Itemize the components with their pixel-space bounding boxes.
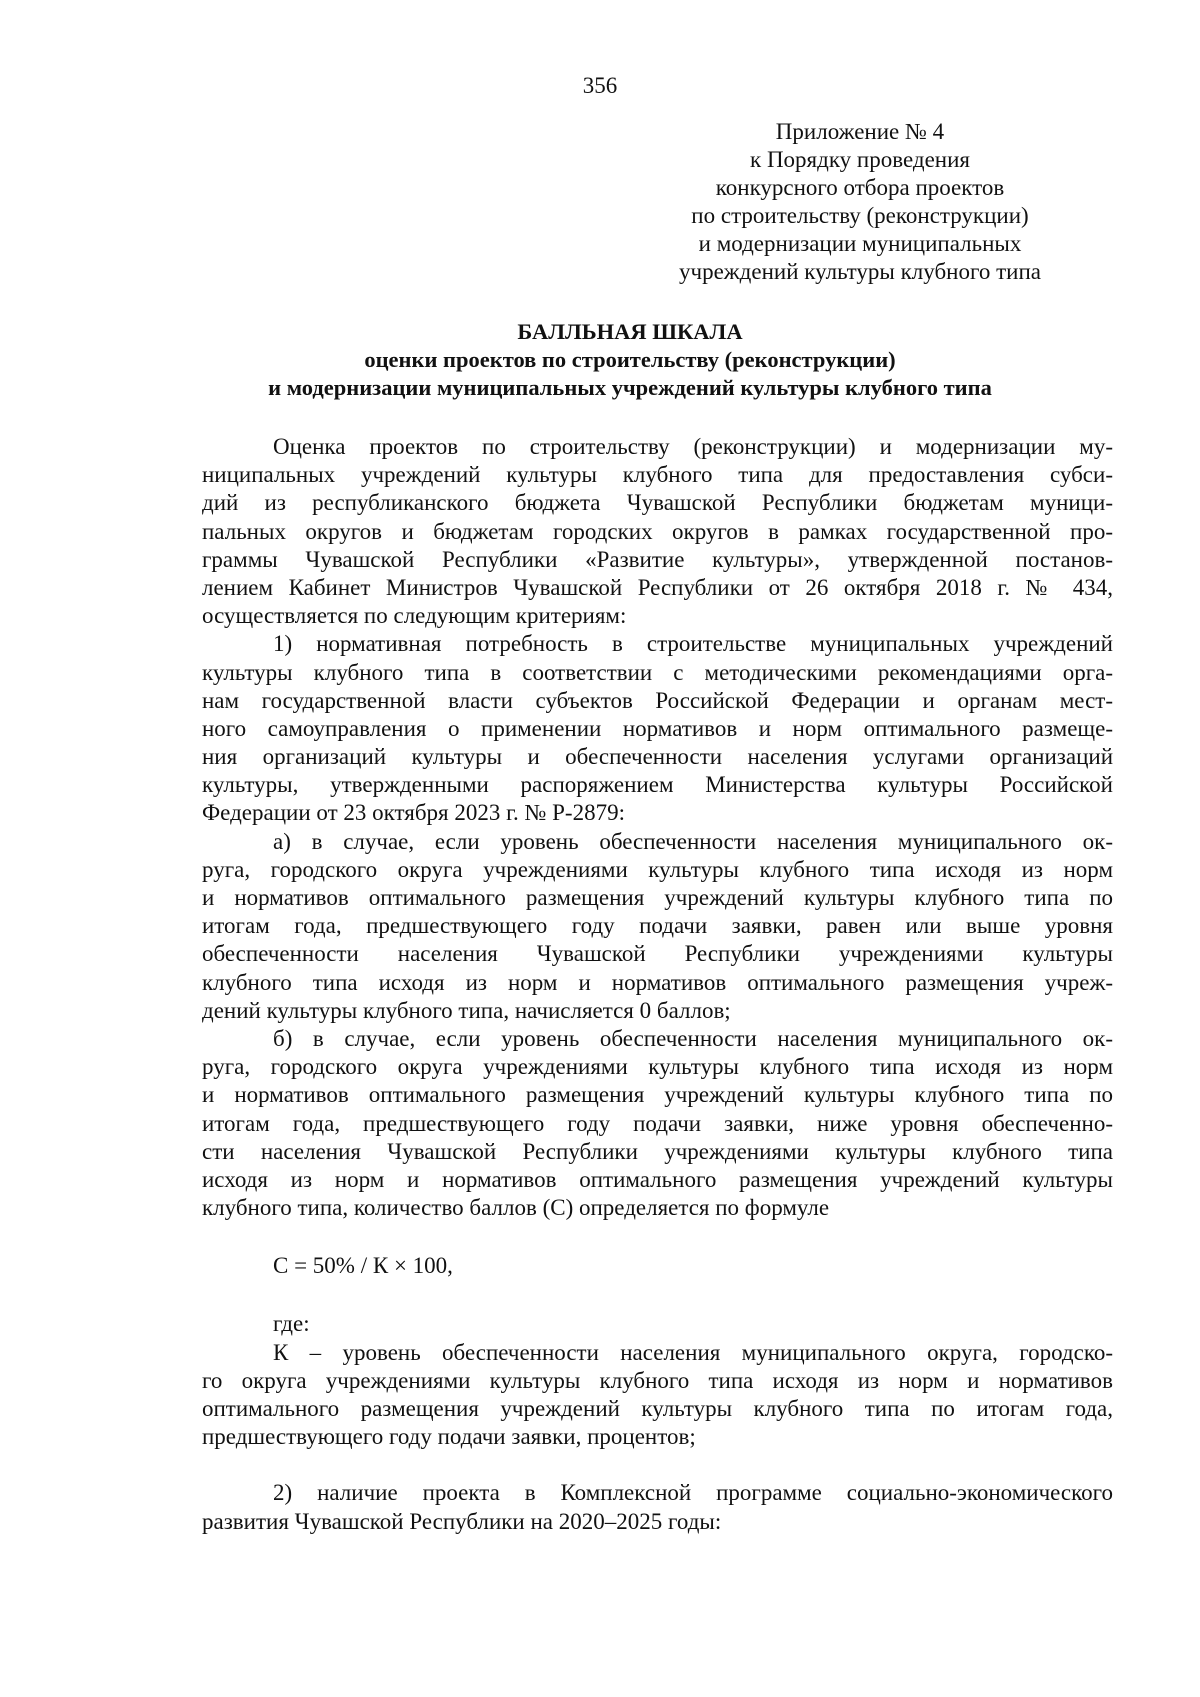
text-line: оптимального размещения учреждений культуры клубного типа по итогам года, [202, 1396, 1113, 1421]
item-b-paragraph [202, 1025, 1113, 1222]
page-number: 356 [582, 73, 618, 98]
text-line: исходя из норм и нормативов оптимального размещения учреждений культуры [202, 1166, 1113, 1192]
text-line: ниципальных учреждений культуры клубного типа для предоставления субси- [202, 462, 1113, 488]
where-label: где: [273, 1311, 310, 1337]
text-line: культуры клубного типа в соответствии с методическими рекомендациями орга- [202, 659, 1113, 685]
appendix-line: учреждений культуры клубного типа [679, 259, 1041, 284]
appendix-header [640, 118, 1080, 286]
document-body [202, 433, 1113, 1536]
title-line-3: и модернизации муниципальных учреждений культуры клубного типа [268, 375, 992, 400]
text-line: культуры, утвержденными распоряжением Министерства культуры Российской [202, 772, 1113, 798]
text-line: нам государственной власти субъектов Российской Федерации и органам мест- [202, 687, 1113, 713]
text-line: лением Кабинет Министров Чувашской Республики от 26 октября 2018 г. № 434, [202, 574, 1113, 600]
text-line: Оценка проектов по строительству (реконструкции) и модернизации му- [273, 434, 1113, 459]
text-line: го округа учреждениями культуры клубного типа исходя из норм и нормативов [202, 1367, 1113, 1393]
text-line: развития Чувашской Республики на 2020–2025 годы: [202, 1508, 722, 1534]
score-formula: С = 50% / К × 100, [273, 1253, 453, 1279]
text-line: клубного типа, количество баллов (С) определяется по формуле [202, 1195, 830, 1221]
text-line: руга, городского округа учреждениями культуры клубного типа исходя из норм [202, 856, 1113, 882]
text-line: итогам года, предшествующего году подачи заявки, ниже уровня обеспеченно- [202, 1110, 1113, 1136]
appendix-line: конкурсного отбора проектов [715, 175, 1005, 200]
item-a-paragraph [202, 828, 1113, 1025]
text-line: и нормативов оптимального размещения учреждений культуры клубного типа по [202, 885, 1113, 910]
text-line: клубного типа исходя из норм и нормативов оптимального размещения учреж- [202, 969, 1113, 995]
k-definition-paragraph [202, 1339, 1113, 1452]
intro-paragraph [202, 433, 1113, 630]
text-line: ния организаций культуры и обеспеченности населения услугами организаций [202, 744, 1113, 770]
text-line: сти населения Чувашской Республики учреждениями культуры клубного типа [202, 1138, 1113, 1164]
text-line: осуществляется по следующим критериям: [202, 603, 627, 629]
criterion-2-paragraph [202, 1479, 1113, 1535]
text-line: Федерации от 23 октября 2023 г. № Р-2879: [202, 800, 625, 826]
text-line: 2) наличие проекта в Комплексной программе социально-экономического [273, 1480, 1113, 1506]
text-line: дий из республиканского бюджета Чувашской Республики бюджетам муници- [202, 490, 1113, 516]
text-line: обеспеченности населения Чувашской Республики учреждениями культуры [202, 941, 1113, 967]
text-line: итогам года, предшествующего году подачи заявки, равен или выше уровня [202, 913, 1113, 939]
criterion-1-paragraph [202, 630, 1113, 827]
appendix-line: и модернизации муниципальных [698, 231, 1022, 256]
title-line-2: оценки проектов по строительству (реконструкции) [364, 347, 896, 372]
text-line: и нормативов оптимального размещения учреждений культуры клубного типа по [202, 1082, 1113, 1108]
text-line: пальных округов и бюджетам городских округов в рамках государственной про- [202, 518, 1113, 544]
appendix-line: по строительству (реконструкции) [691, 203, 1029, 228]
text-line: а) в случае, если уровень обеспеченности населения муниципального ок- [273, 828, 1113, 854]
text-line: К – уровень обеспеченности населения муниципального округа, городско- [273, 1339, 1113, 1365]
text-line: дений культуры клубного типа, начисляется 0 баллов; [202, 997, 731, 1023]
text-line: ного самоуправления о применении нормативов и норм оптимального размеще- [202, 715, 1113, 741]
appendix-line: к Порядку проведения [750, 147, 970, 172]
document-title [180, 318, 1080, 402]
title-line-1: БАЛЛЬНАЯ ШКАЛА [517, 319, 743, 344]
text-line: предшествующего году подачи заявки, процентов; [202, 1424, 696, 1450]
appendix-line: Приложение № 4 [775, 119, 945, 144]
text-line: руга, городского округа учреждениями культуры клубного типа исходя из норм [202, 1054, 1113, 1080]
text-line: 1) нормативная потребность в строительстве муниципальных учреждений [273, 631, 1113, 657]
text-line: б) в случае, если уровень обеспеченности населения муниципального ок- [273, 1025, 1113, 1051]
text-line: граммы Чувашской Республики «Развитие культуры», утвержденной постанов- [202, 546, 1113, 572]
